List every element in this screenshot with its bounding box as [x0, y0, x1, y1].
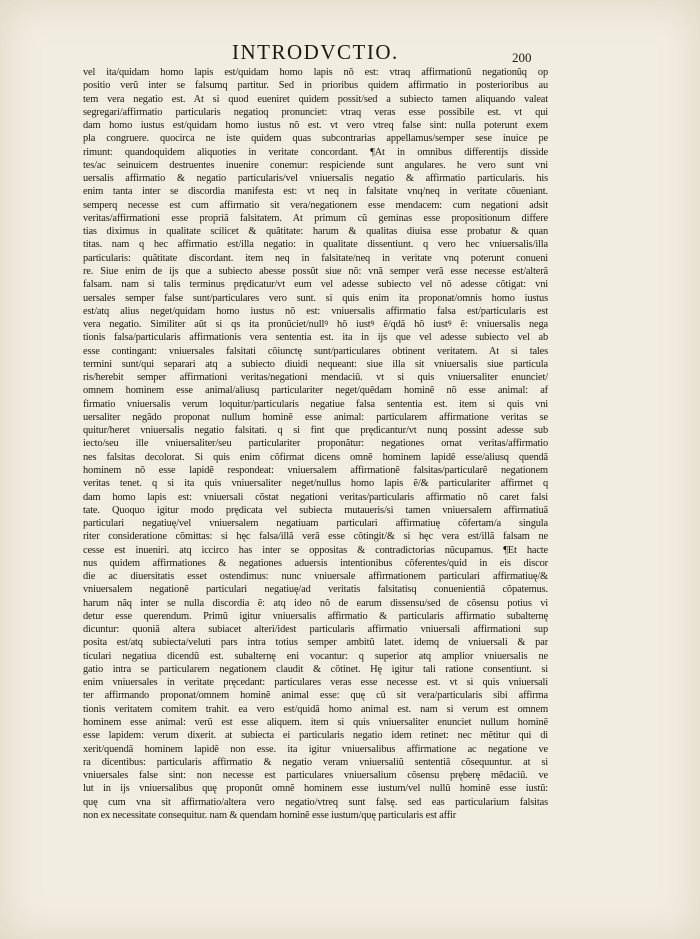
text-line: ter affirmando proponat/omnem hominẽ animal esse: quę cũ sit vera/particularis sibi affirma	[83, 690, 548, 702]
text-line: semperq necesse est cum affirmatio sit vera/negationem esse mendacem: cum negationi adsit	[83, 199, 548, 211]
text-line: lut in ijs vniuersalibus quę proponũt omnẽ hominem esse iustum/vel nullũ hominẽ esse iustũ:	[83, 783, 548, 795]
text-line: omnem hominem esse animal/aliusq particulariter neget/quẽdam hominẽ nõ esse animal: af	[83, 385, 548, 397]
text-line: vniuersalem negationẽ particulari negatiuę/ad veritatis falsitatisq conuenientiã cõpatemus.	[83, 584, 548, 596]
text-line: xerit/quendã hominem lapidẽ non esse. ita igitur vniuersalibus affirmatione ac negatione ve	[83, 743, 548, 755]
text-line: tias diximus in qualitate scilicet & quãtitate: harum & qualitas diuisa esse probatur & quan	[83, 226, 548, 238]
text-line: uersaliter negãdo proponat nullum hominẽ esse animal: particularem affirmatione veritas se	[83, 411, 548, 423]
text-line: ra dicentibus: particularis affirmatio & negatio veram vniuersaliũ sententiã cõsequuntur. at si	[83, 756, 548, 768]
text-line: detur esse querendum. Primũ igitur vniuersalis affirmatio & particularis affirmatio subalternę	[83, 610, 548, 622]
text-line: iecto/seu ille vniuersaliter/seu particulariter proponãtur: negationes ornat veritas/affirmatio	[83, 438, 548, 450]
text-line: rimunt: quandoquidem aliquoties in veritate concordant. ¶At in omnibus differentijs disside	[83, 146, 548, 158]
text-line: enim vniuersales in veritate pręcedant: particulares veras esse necesse est. vt si quis vniuersali	[83, 677, 548, 689]
text-line: positio verũ inter se falsumq partitur. Sed in prioribus quidem affirmatio in posterioribus au	[83, 80, 548, 92]
text-line: harum nãq inter se nulla discordia ẽ: atq ideo nõ de earum dissensu/sed de cõsensu potius vi	[83, 597, 548, 609]
text-line: riter consideratione cõmittas: si hęc falsa/illã verã esse cõtingit/& si hęc vera est/illã falsam ne	[83, 531, 548, 543]
text-line: vniuersales false sint: non necesse est particulares vniuersalium cõsensu pręberę mẽdaciũ. ve	[83, 770, 548, 782]
text-line: hominem nõ esse lapidẽ respondeat: vniuersalem affirmationẽ falsitas/particularẽ negationem	[83, 464, 548, 476]
text-line: cesse est inueniri. atq iccirco has inter se oppositas & contradictorias nũcupamus. ¶Et hacte	[83, 544, 548, 556]
text-line: dicuntur: quoniã altera subiacet alteri/idest particularis affirmatio vniuersali affirmationi sup	[83, 624, 548, 636]
text-line: vera negatio. Similiter aũt si qs ita pronũciet/nullꝰ hõ iustꝰ ẽ/qdã hõ iustꝰ ẽ: vniuersalis nega	[83, 319, 548, 331]
text-line: uersalis affirmatio & negatio particularis/vel vniuersalis negatio & affirmatio particularis. his	[83, 173, 548, 185]
text-line: re. Siue enim de ijs que a subiecto abesse possũt siue nõ: vnã semper verã esse necesse est/alterã	[83, 265, 548, 277]
text-line: pla congruere. quocirca ne iste quidem quas subcontrarias appellamus/semper sese inuice pe	[83, 133, 548, 145]
text-line: veritas tenet. q si ita quis vniuersaliter neget/nullus homo lapis ẽ/& particulariter affirmet q	[83, 478, 548, 490]
text-line: non ex necessitate consequitur. nam & quendam hominẽ esse iustum/quę particularis est affir	[83, 809, 457, 821]
text-line: firmatio vniuersalis verum loquitur/particularis negatiue falsa sententia est. item si quis vni	[83, 398, 548, 410]
text-line: titas. nam q hec affirmatio est/illa negatio: in qualitate dissentiunt. q vero hec vniuersalis/illa	[83, 239, 548, 251]
text-line: tionis falsa/particularis affirmationis vera sententia est. ita in ijs que vel adesse subiecto vel ab	[83, 332, 548, 344]
text-line: esse contingant: vniuersales falsitati cõiunctę sunt/particulares obtinent veritatem. At si tales	[83, 345, 548, 357]
text-line: tate. Quoquo igitur modo prędicata vel subiecta mutaueris/si tamen vniuersalem affirmatiuã	[83, 504, 548, 516]
text-line: segregari/affirmatio particularis negatioq pronunciet: vtraq veras esse possibile est. vt qui	[83, 106, 548, 118]
text-line: particulari negatiuę/vel vniuersalem negatiuam particulari affirmatiuę cõfertam/a singula	[83, 518, 548, 530]
text-line: particularis: quãtitate discordant. item neq in falsitate/neq in veritate vnq poterunt conueni	[83, 252, 548, 264]
text-line: tionis veritatem comitem trahit. ea vero est/quidã homo animal est. nam si verum est omnem	[83, 703, 548, 715]
text-line: posita est/atq subiecta/veluti pars intra totius semper ambitũ latet. idemq de vniuersali & par	[83, 637, 548, 649]
text-line: quitur/heret vniuersalis negatio falsitati. q si fint que prędicantur/vt nunq possint adesse sub	[83, 425, 548, 437]
text-line: tem vera negatio est. At si quod eueniret quidem possit/sed a subiecto tamen aliquando valeat	[83, 93, 548, 105]
text-line: veritas/affirmationi esse propriã falsitatem. At primum cũ geminas esse propositionum differe	[83, 212, 548, 224]
folio-number: 200	[512, 50, 532, 65]
text-line: termini sunt/qui separari atq a subiecto diuidi nequeant: siue illa sit vniuersalis siue particula	[83, 358, 548, 370]
text-line: esse lapidem: verum dixerit. at subiecta ei particularis negatio idem retinet: nec mẽtitur qui di	[83, 730, 548, 742]
text-line: dam homo iustus est/quidam homo iustus nõ est. vt vero vtreq false sint: nulla poterunt exem	[83, 120, 548, 132]
text-line: ticulari negatiua dicendũ est. subalternę eni vocantur: q superior atq amplior vniuersalis ne	[83, 650, 548, 662]
text-line: gatio intra se particularem negationem claudit & cõtinet. Hę igitur tali ratione consentiunt. si	[83, 663, 548, 675]
text-line: falsam. nam si talis terminus prędicatur/vt eum vel adesse subiecto vel nõ adesse cõtigat: vni	[83, 279, 548, 291]
text-line: enim tanta inter se discordia manifesta est: vt neq in falsitate vnq/neq in veritate cõueniant.	[83, 186, 548, 198]
running-title: INTRODVCTIO.	[232, 40, 399, 64]
text-line: uersales semper false sunt/particulares vero sunt. si quis enim ita proponat/omnis homo iustus	[83, 292, 548, 304]
text-line: dam homo lapis est: vniuersali cõstat negationi veritas/particularis affirmatio nõ caret falsi	[83, 491, 548, 503]
text-line: hominem esse animal: verũ est esse aliquem. item si quis vniuersaliter enunciet nullum hominẽ	[83, 717, 548, 729]
text-line: nes falsitas decolorat. Si quis enim cõfirmat dicens omnẽ hominem lapidẽ esse/aliusq quendã	[83, 451, 548, 463]
text-line: ris/herebit semper affirmationi veritas/negationi mendaciũ. vt si quis vniuersaliter enunciet/	[83, 372, 548, 384]
text-line: vel ita/quidam homo lapis est/quidam homo lapis nõ est: vtraq affirmationũ negationũq op	[83, 67, 548, 78]
body-text	[83, 66, 548, 822]
text-line: tes/ac seinuicem destruentes inuenire conemur: respiciende sunt angulares. he vero sunt vni	[83, 159, 548, 171]
text-line: quę cum vna sit affirmatio/altera vero negatio/vtreq sunt falsę. sed eas particularium falsitas	[83, 796, 548, 808]
text-line: nus quidem affirmationes & negationes aduersis intentionibus cõferentes/quid in eis discor	[83, 557, 548, 569]
text-line: est/atq alius neget/quidam homo iustus nõ est: vniuersalis affirmatio falsa est/particularis est	[83, 305, 548, 317]
text-line: die ac diuersitatis esset ostendimus: nunc vniuersale affirmationem particulari affirmatiuę/&	[83, 571, 548, 583]
